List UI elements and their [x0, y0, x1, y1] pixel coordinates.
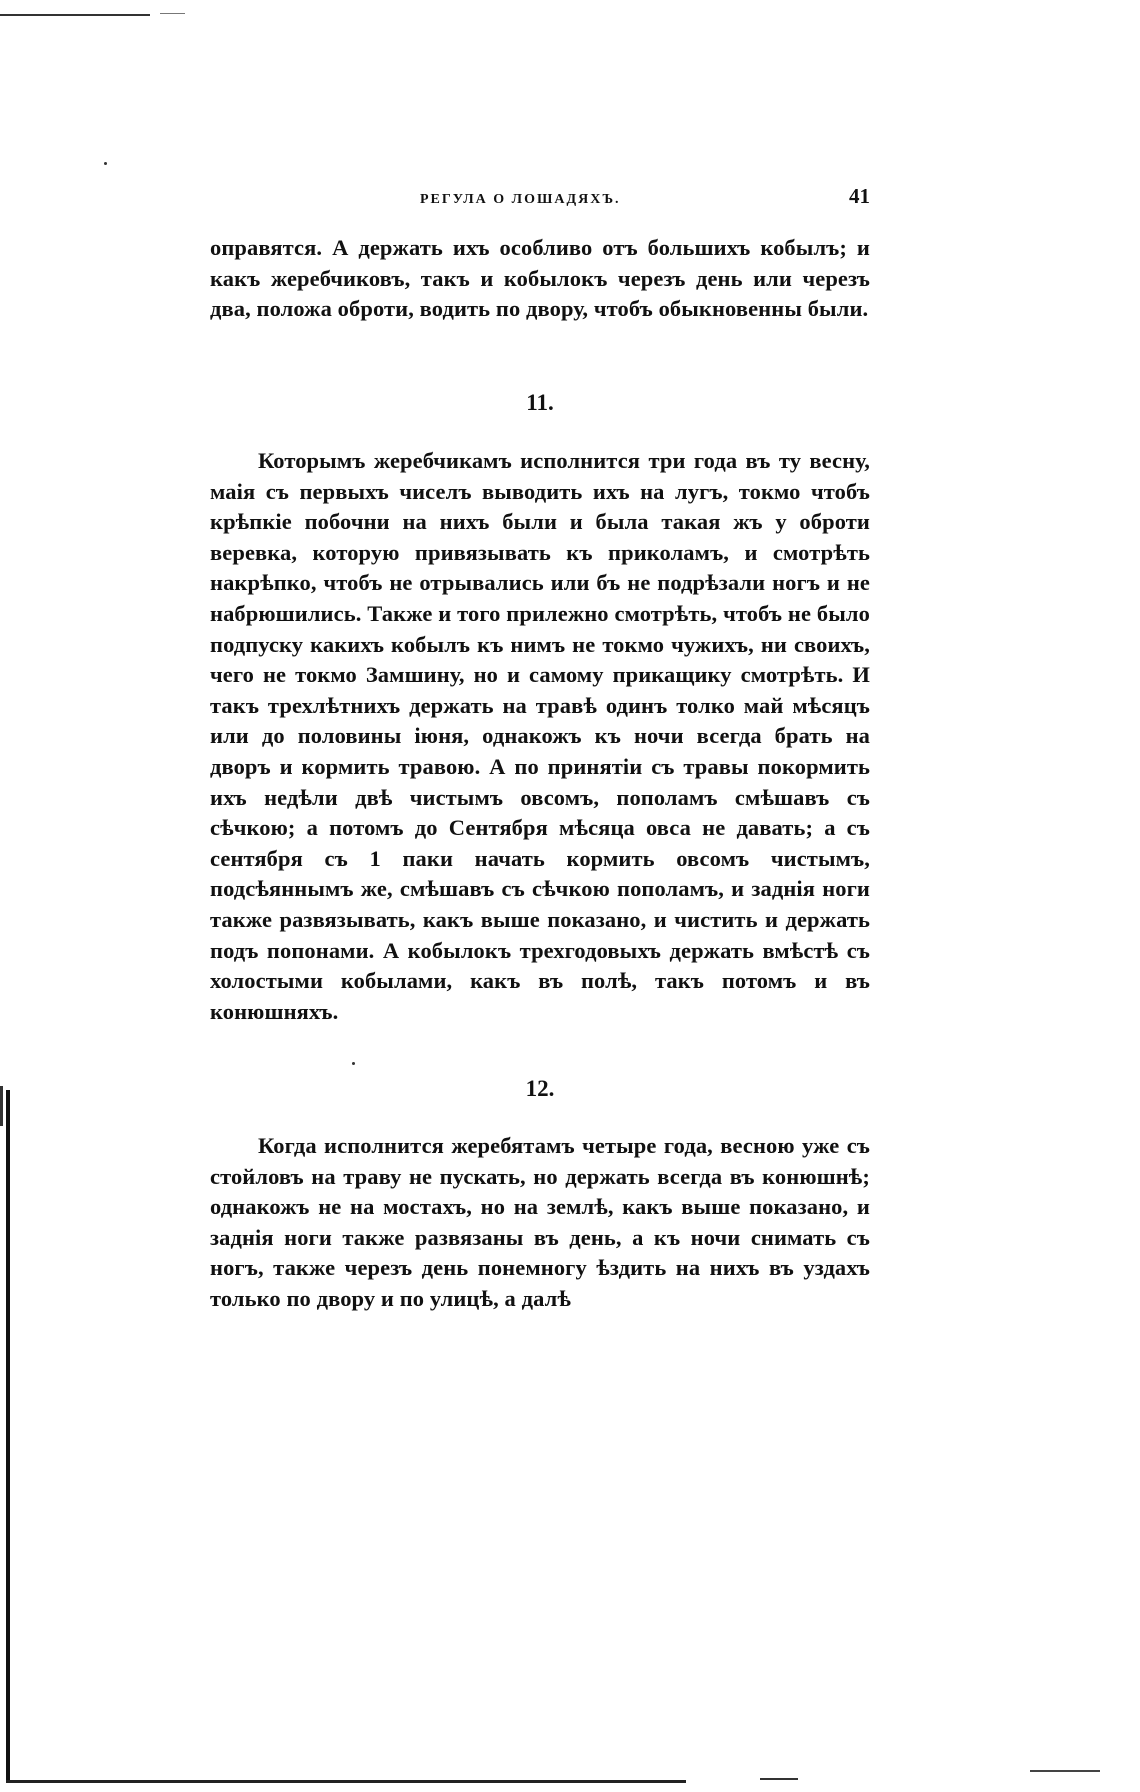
scan-artifact-left-mark: [0, 1086, 3, 1126]
scan-artifact-dot: [352, 1062, 355, 1065]
paragraph-text: оправятся. А держать ихъ особливо отъ большихъ кобылъ; и какъ жеребчиковъ, такъ и кобылокъ черезъ день или черезъ два, положа оброти, водить по двору, чтобъ обыкновенны были.: [210, 235, 870, 322]
scan-artifact-top-mark: [160, 13, 185, 14]
scan-artifact-bottom-edge: [6, 1780, 686, 1783]
paragraph-section-11: [210, 446, 870, 1027]
paragraph-continuation: [210, 233, 870, 325]
scan-artifact-bottom-mark: [760, 1778, 798, 1780]
running-title: РЕГУЛА О ЛОШАДЯХЪ.: [420, 192, 621, 207]
running-head: [210, 184, 870, 220]
scan-artifact-bottom-right-mark: [1030, 1770, 1100, 1772]
scan-artifact-left-edge: [6, 1090, 10, 1782]
section-number-12: 12.: [525, 1076, 555, 1101]
scan-artifact-dot: [104, 162, 107, 165]
paragraph-text: Когда исполнится жеребятамъ четыре года, весною уже съ стойловъ на траву не пускать, но держать всегда въ конюшнѣ; однакожъ не на мостахъ, но на землѣ, какъ выше показано, и заднія ноги также развязаны въ день, а къ ночи снимать съ ногъ, также черезъ день понемногу ѣздить на нихъ въ уздахъ только по двору и по улицѣ, а далѣ: [210, 1133, 870, 1311]
paragraph-text: Которымъ жеребчикамъ исполнится три года въ ту весну, маія съ первыхъ чиселъ выводить ихъ на лугъ, токмо чтобъ крѣпкіе побочни на нихъ были и была такая жъ у оброти веревка, которую привязывать къ приколамъ, и смотрѣть накрѣпко, чтобъ не отрывались или бъ не подрѣзали ногъ и не набрюшились. Также и того прилежно смотрѣть, чтобъ не было подпуску какихъ кобылъ къ нимъ не токмо чужихъ, ни своихъ, чего не токмо Замшину, но и самому прикащику смотрѣть. И такъ трехлѣтнихъ держать на травѣ одинъ толко май мѣсяцъ или до половины іюня, однакожъ къ ночи всегда брать на дворъ и кормить травою. А по принятіи съ травы покормить ихъ недѣли двѣ чистымъ овсомъ, пополамъ смѣшавъ съ сѣчкою; а потомъ до Сентября мѣсяца овса не давать; а съ сентября съ 1 паки начать кормить овсомъ чистымъ, подсѣяннымъ же, смѣшавъ съ сѣчкою пополамъ, и заднія ноги также развязывать, какъ выше показано, и чистить и держать подъ попонами. А кобылокъ трехгодовыхъ держать вмѣстѣ съ холостыми кобылами, какъ въ полѣ, такъ потомъ и въ конюшняхъ.: [210, 448, 870, 1024]
page-number: 41: [849, 184, 870, 208]
scan-artifact-top-line: [0, 14, 150, 16]
section-number-11: 11.: [526, 390, 554, 415]
paragraph-section-12: [210, 1131, 870, 1315]
